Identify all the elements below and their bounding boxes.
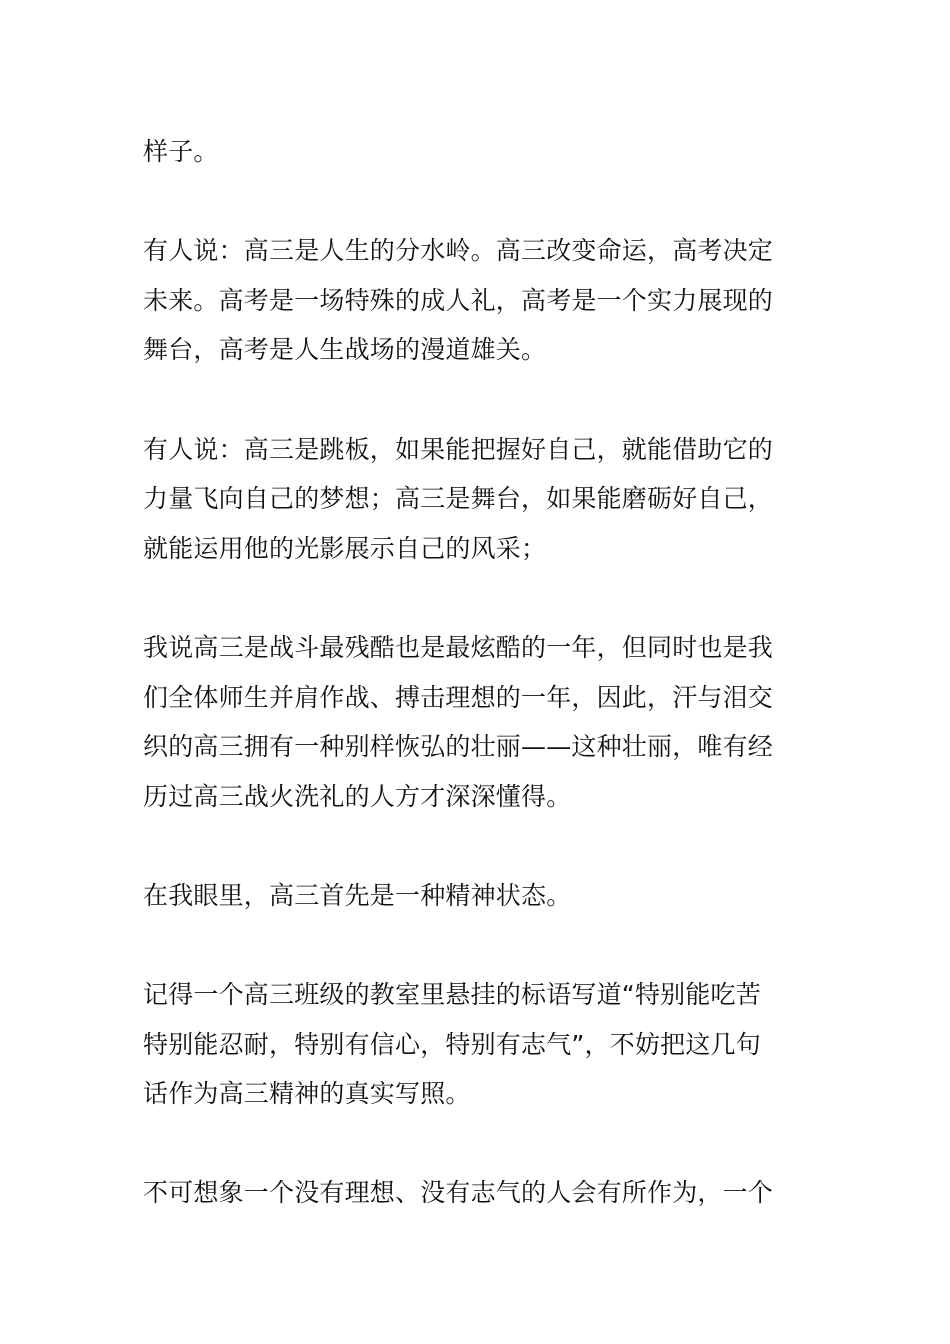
text-line: 舞台，高考是人生战场的漫道雄关。 [143,335,547,365]
text-line: 织的高三拥有一种别样恢弘的壮丽——这种壮丽，唯有经 [143,732,774,762]
text-line: 们全体师生并肩作战、搏击理想的一年，因此，汗与泪交 [143,682,774,712]
text-line: 在我眼里，高三首先是一种精神状态。 [143,880,572,910]
paragraph-1 [143,127,807,177]
paragraph-5 [143,871,807,921]
text-line: 样子。 [143,137,219,166]
text-line: 有人说：高三是跳板，如果能把握好自己，就能借助它的 [143,434,774,464]
text-line: 我说高三是战斗最残酷也是最炫酷的一年，但同时也是我 [143,632,774,662]
document-body [143,127,807,1268]
text-line: 力量飞向自己的梦想；高三是舞台，如果能磨砺好自己， [143,484,774,514]
text-line: 特别能忍耐，特别有信心，特别有志气”，不妨把这几句 [143,1029,761,1059]
text-line: 记得一个高三班级的教室里悬挂的标语写道“特别能吃苦 [143,980,761,1010]
paragraph-7 [143,1168,807,1218]
text-line: 就能运用他的光影展示自己的风采； [143,533,547,563]
text-line: 历过高三战火洗礼的人方才深深懂得。 [143,781,572,811]
paragraph-2 [143,226,807,375]
text-line: 未来。高考是一场特殊的成人礼，高考是一个实力展现的 [143,285,774,315]
text-line: 有人说：高三是人生的分水岭。高三改变命运，高考决定 [143,236,774,266]
paragraph-3 [143,425,807,574]
text-line: 不可想象一个没有理想、没有志气的人会有所作为，一个 [143,1178,774,1208]
text-line: 话作为高三精神的真实写照。 [143,1079,471,1109]
paragraph-6 [143,970,807,1119]
paragraph-4 [143,623,807,821]
